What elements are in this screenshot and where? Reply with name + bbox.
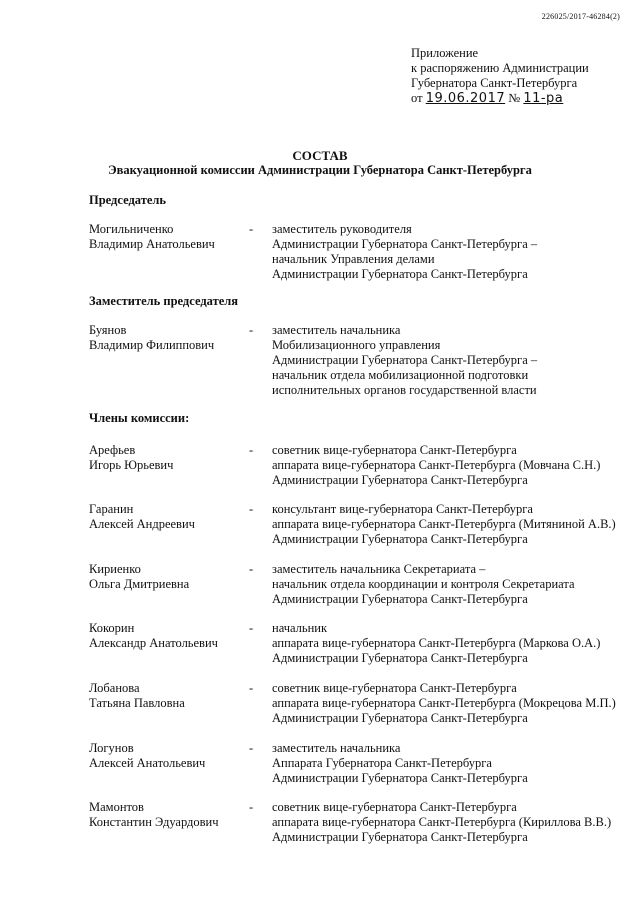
position-line: Администрации Губернатора Санкт-Петербурга — [272, 532, 528, 546]
dash-separator: - — [249, 323, 254, 337]
position-line: заместитель руководителя — [272, 222, 412, 236]
person-name — [89, 222, 249, 252]
dash-separator: - — [249, 621, 254, 635]
dash-separator: - — [249, 741, 254, 755]
order-number: 11-ра — [523, 91, 564, 106]
dash-separator: - — [249, 562, 254, 576]
person-last-name: Кокорин — [89, 621, 135, 635]
position-line: аппарата вице-губернатора Санкт-Петербурга (Маркова О.А.) — [272, 636, 601, 650]
section-chair: Председатель — [89, 193, 167, 207]
person-name — [89, 502, 249, 532]
person-position — [272, 222, 640, 282]
person-first-name: Алексей Андреевич — [89, 517, 195, 531]
position-line: аппарата вице-губернатора Санкт-Петербурга (Кириллова В.В.) — [272, 815, 612, 829]
appendix-line-3: Губернатора Санкт-Петербурга — [411, 76, 578, 90]
position-line: Администрации Губернатора Санкт-Петербурга — [272, 711, 528, 725]
person-position — [272, 443, 640, 488]
position-line: Администрации Губернатора Санкт-Петербурга — [272, 592, 528, 606]
position-line: заместитель начальника Секретариата – — [272, 562, 486, 576]
position-line: исполнительных органов государственной власти — [272, 383, 537, 397]
person-first-name: Алексей Анатольевич — [89, 756, 206, 770]
person-position — [272, 681, 640, 726]
dash-separator: - — [249, 502, 254, 516]
person-last-name: Буянов — [89, 323, 127, 337]
person-last-name: Арефьев — [89, 443, 136, 457]
person-name — [89, 681, 249, 711]
position-line: Администрации Губернатора Санкт-Петербурга — [272, 651, 528, 665]
dash-separator: - — [249, 800, 254, 814]
position-line: консультант вице-губернатора Санкт-Петербурга — [272, 502, 533, 516]
person-position — [272, 562, 640, 607]
person-name — [89, 562, 249, 592]
person-last-name: Лобанова — [89, 681, 140, 695]
person-last-name: Кириенко — [89, 562, 141, 576]
person-last-name: Могильниченко — [89, 222, 174, 236]
person-last-name: Мамонтов — [89, 800, 144, 814]
appendix-date-line — [411, 91, 631, 106]
number-prefix: № — [508, 91, 521, 105]
appendix-line-2: к распоряжению Администрации — [411, 61, 589, 75]
dash-separator: - — [249, 443, 254, 457]
position-line: Администрации Губернатора Санкт-Петербурга — [272, 830, 528, 844]
position-line: начальник отдела координации и контроля Секретариата — [272, 577, 575, 591]
appendix-line-1: Приложение — [411, 46, 479, 60]
person-position — [272, 621, 640, 666]
position-line: советник вице-губернатора Санкт-Петербурга — [272, 681, 517, 695]
person-first-name: Владимир Анатольевич — [89, 237, 215, 251]
position-line: Администрации Губернатора Санкт-Петербурга — [272, 267, 528, 281]
position-line: Администрации Губернатора Санкт-Петербурга — [272, 771, 528, 785]
dash-separator: - — [249, 681, 254, 695]
position-line: советник вице-губернатора Санкт-Петербурга — [272, 800, 517, 814]
position-line: начальник — [272, 621, 328, 635]
position-line: аппарата вице-губернатора Санкт-Петербурга (Мокрецова М.П.) — [272, 696, 616, 710]
section-members: Члены комиссии: — [89, 411, 190, 425]
person-first-name: Александр Анатольевич — [89, 636, 218, 650]
position-line: Администрации Губернатора Санкт-Петербурга – — [272, 237, 538, 251]
appendix-block — [411, 46, 631, 106]
person-position — [272, 323, 640, 398]
position-line: заместитель начальника — [272, 323, 401, 337]
person-position — [272, 800, 640, 845]
person-name — [89, 323, 249, 353]
position-line: заместитель начальника — [272, 741, 401, 755]
person-position — [272, 502, 640, 547]
person-position — [272, 741, 640, 786]
position-line: аппарата вице-губернатора Санкт-Петербурга (Мовчана С.Н.) — [272, 458, 601, 472]
position-line: Администрации Губернатора Санкт-Петербурга — [272, 473, 528, 487]
person-last-name: Логунов — [89, 741, 134, 755]
section-deputy: Заместитель председателя — [89, 294, 239, 308]
position-line: советник вице-губернатора Санкт-Петербурга — [272, 443, 517, 457]
person-last-name: Гаранин — [89, 502, 134, 516]
document-title: СОСТАВ — [292, 148, 348, 163]
dash-separator: - — [249, 222, 254, 236]
date-prefix: от — [411, 91, 423, 105]
document-subtitle: Эвакуационной комиссии Администрации Губернатора Санкт-Петербурга — [108, 163, 532, 177]
person-first-name: Татьяна Павловна — [89, 696, 185, 710]
person-name — [89, 741, 249, 771]
position-line: начальник Управления делами — [272, 252, 435, 266]
person-name — [89, 443, 249, 473]
person-first-name: Владимир Филиппович — [89, 338, 215, 352]
position-line: Администрации Губернатора Санкт-Петербурга – — [272, 353, 538, 367]
order-date: 19.06.2017 — [425, 91, 506, 106]
person-name — [89, 621, 249, 651]
position-line: аппарата вице-губернатора Санкт-Петербурга (Митяниной А.В.) — [272, 517, 616, 531]
position-line: Мобилизационного управления — [272, 338, 441, 352]
person-first-name: Игорь Юрьевич — [89, 458, 174, 472]
person-name — [89, 800, 249, 830]
position-line: начальник отдела мобилизационной подготовки — [272, 368, 529, 382]
document-number: 226025/2017-46284(2) — [541, 12, 620, 21]
person-first-name: Ольга Дмитриевна — [89, 577, 190, 591]
position-line: Аппарата Губернатора Санкт-Петербурга — [272, 756, 492, 770]
person-first-name: Константин Эдуардович — [89, 815, 219, 829]
